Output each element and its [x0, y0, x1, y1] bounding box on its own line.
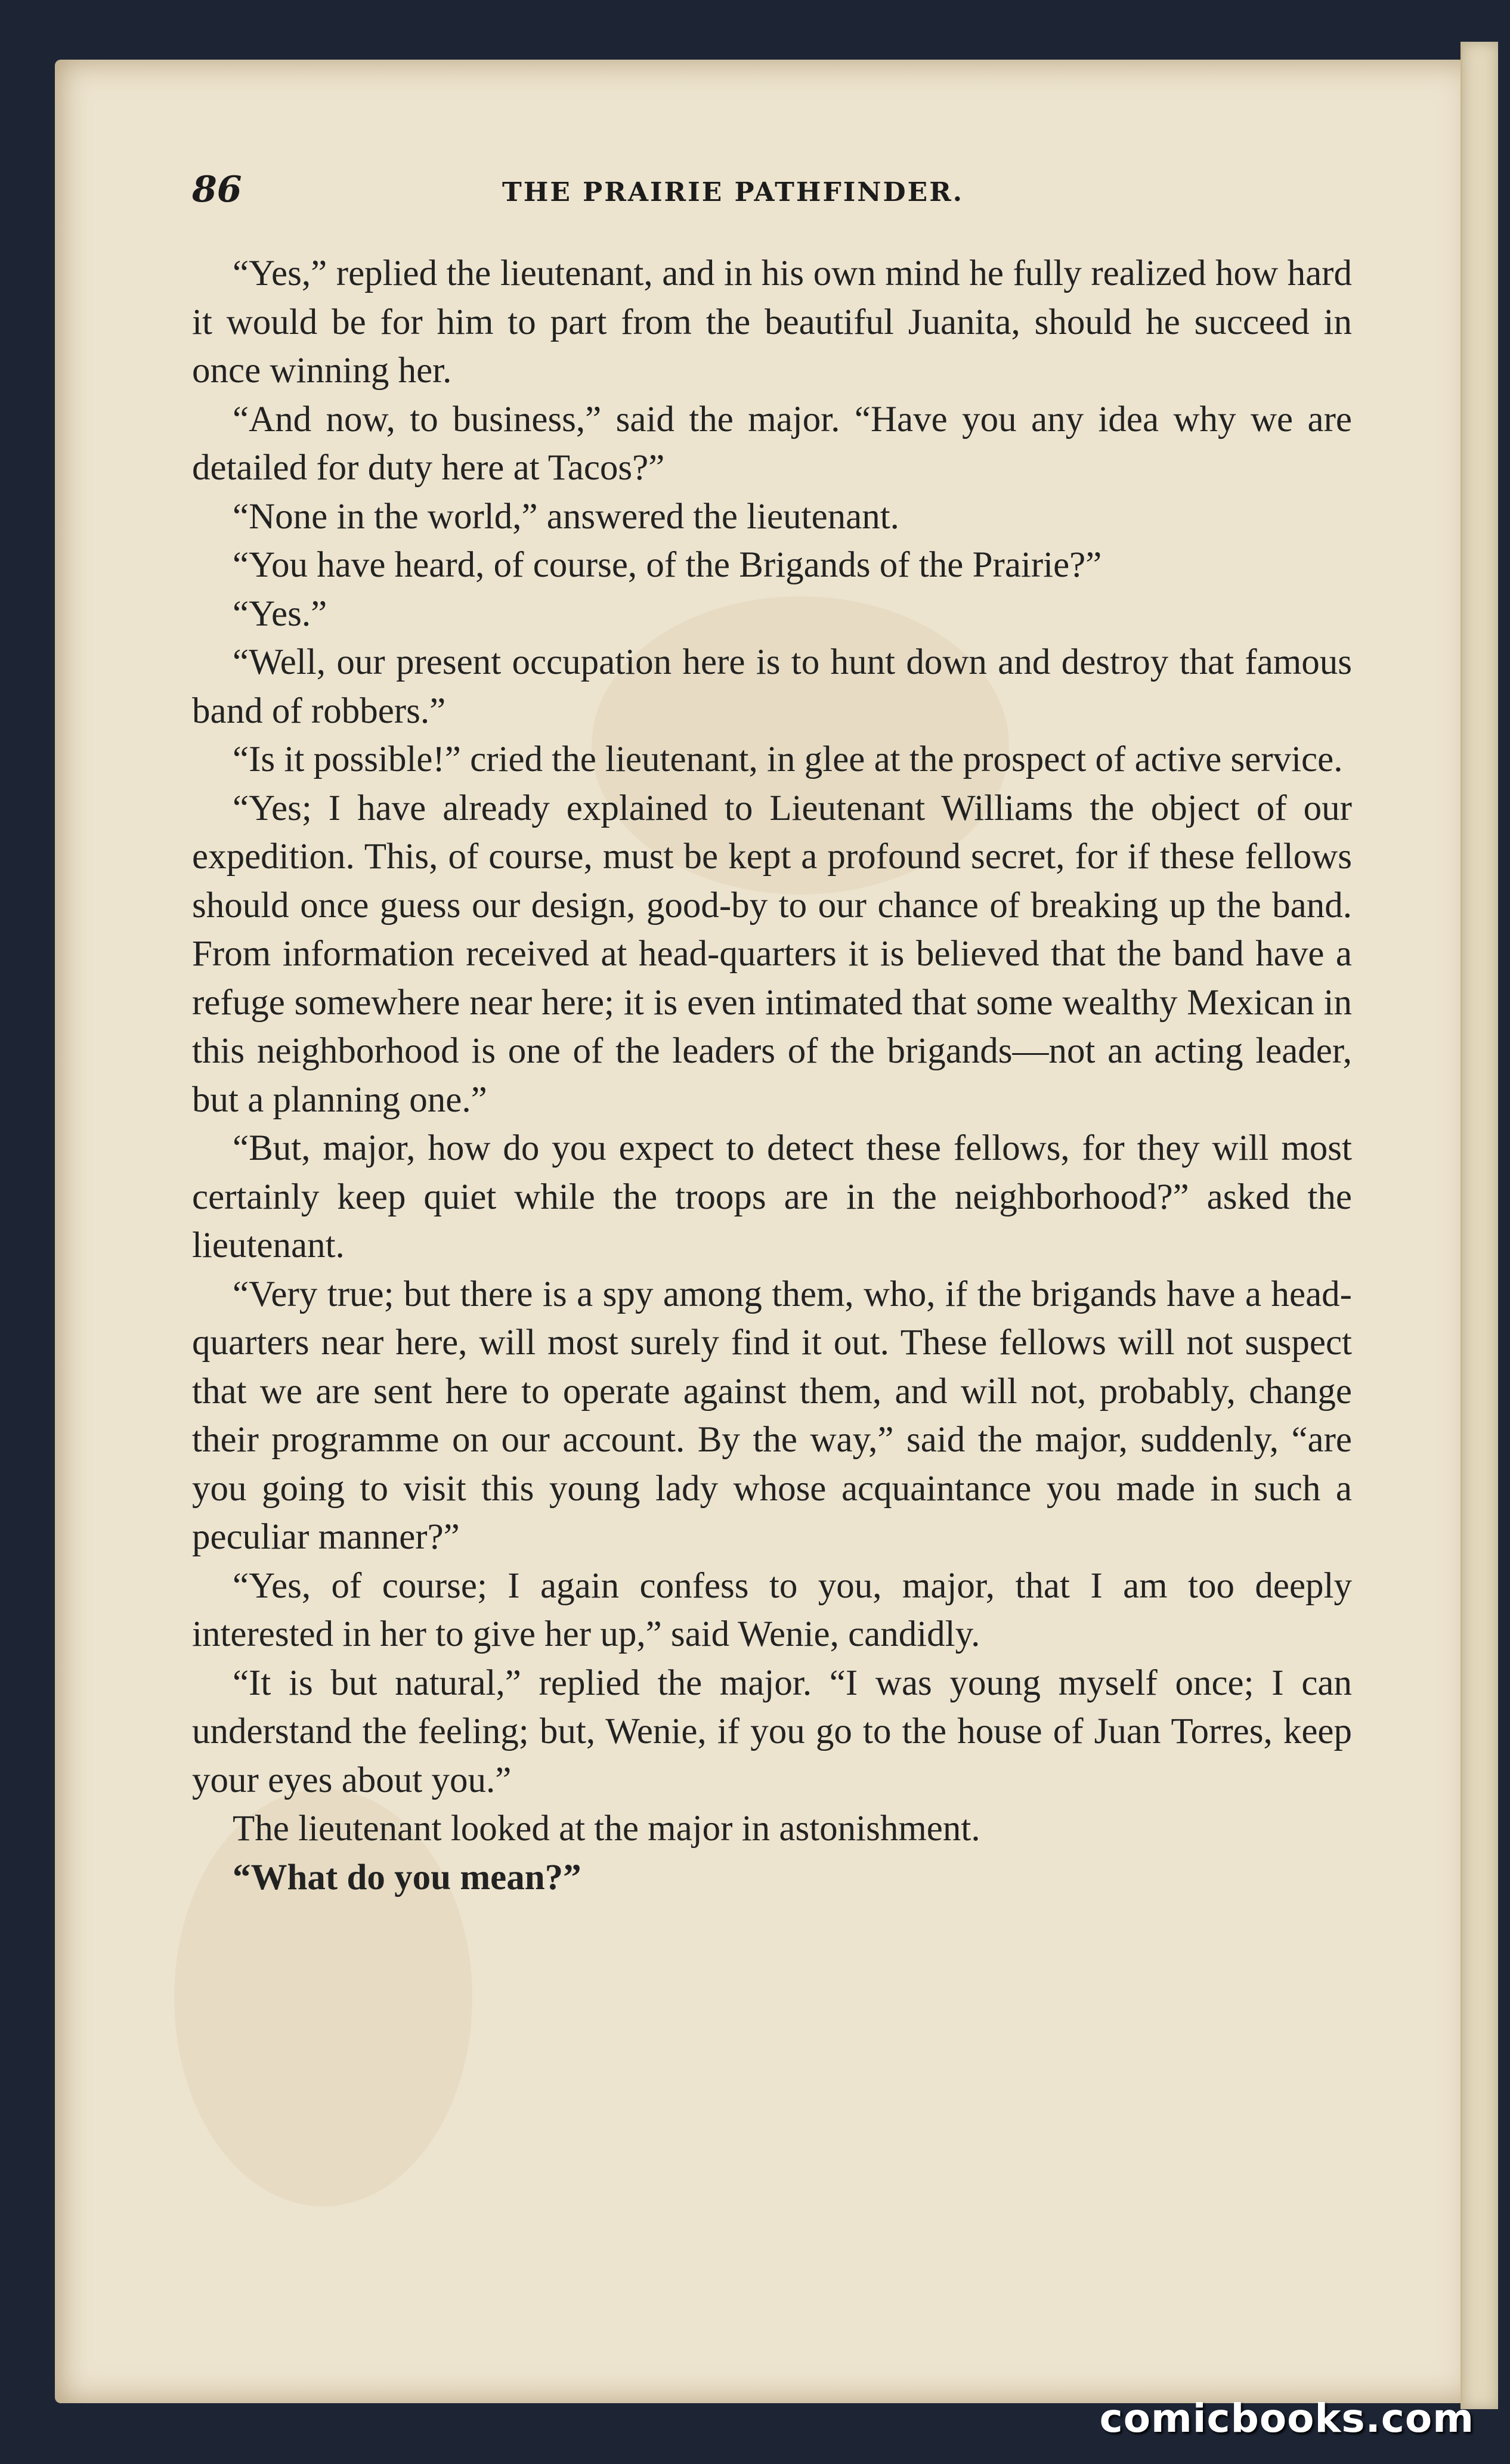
paragraph: “And now, to business,” said the major. “Have you any idea why we are detailed for duty here at Tacos?” — [192, 399, 1352, 488]
paragraph: “It is but natural,” replied the major. “I was young myself once; I can understand the feeling; but, Wenie, if you go to the house of Juan Torres, keep your eyes about you.” — [192, 1663, 1352, 1800]
paragraph: “Well, our present occupation here is to hunt down and destroy that famous band of robbers.” — [192, 642, 1352, 731]
paragraph: “What do you mean?” — [233, 1857, 581, 1897]
paragraph: “Very true; but there is a spy among them, who, if the brigands have a head-quarters near here, will most surely find it out. These fellows will not suspect that we are sent here to operate against them, and will not, probably, change their programme on our account. By the way,” said the major, suddenly, “are you going to visit this young lady whose acquaintance you made in such a peculiar manner?” — [192, 1274, 1352, 1557]
paragraph: “But, major, how do you expect to detect these fellows, for they will most certainly keep quiet while the troops are in the neighborhood?” asked the lieutenant. — [192, 1128, 1352, 1265]
paragraph: The lieutenant looked at the major in astonishment. — [233, 1809, 980, 1849]
paragraph: “Is it possible!” cried the lieutenant, in glee at the prospect of active service. — [233, 739, 1343, 779]
paragraph: “You have heard, of course, of the Brigands of the Prairie?” — [233, 545, 1102, 585]
page-edge — [1461, 42, 1498, 2409]
paragraph: “Yes; I have already explained to Lieutenant Williams the object of our expedition. This, of course, must be kept a profound secret, for if these fellows should once guess our design, good-by to our chance of breaking up the band. From information received at head-quarters it is believed that the band have a refuge somewhere near here; it is even intimated that some wealthy Mexican in this neighborhood is one of the leaders of the brigands—not an acting leader, but a planning one.” — [192, 788, 1352, 1120]
watermark: comicbooks.com — [1099, 2395, 1474, 2441]
paragraph: “None in the world,” answered the lieutenant. — [233, 496, 899, 537]
body-text — [192, 249, 1352, 1902]
paragraph: “Yes,” replied the lieutenant, and in his own mind he fully realized how hard it would be for him to part from the beautiful Juanita, should he succeed in once winning her. — [192, 253, 1352, 391]
running-head: THE PRAIRIE PATHFINDER. — [502, 177, 964, 208]
page-header — [192, 169, 1355, 211]
page-number: 86 — [192, 169, 242, 211]
paragraph: “Yes.” — [233, 593, 327, 634]
paragraph: “Yes, of course; I again confess to you, major, that I am too deeply interested in her to give her up,” said Wenie, candidly. — [192, 1565, 1352, 1654]
